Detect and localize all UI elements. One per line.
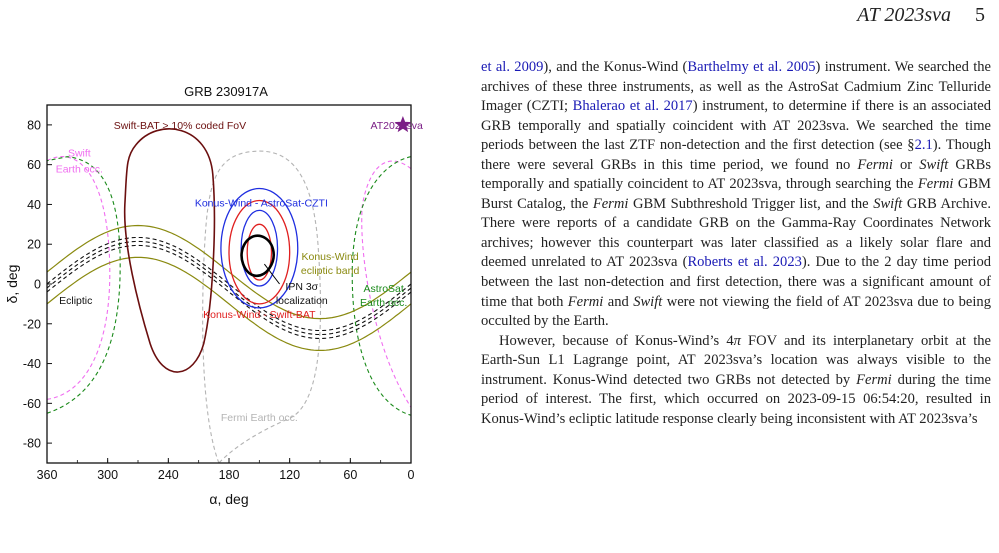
label-kw-czti: Konus-Wind - AstroSat-CZTI [194,197,328,210]
citation-link[interactable]: Barthelmy et al. 2005 [687,59,816,75]
sky-map-svg [0,75,430,545]
y-axis-label: δ, deg [4,264,20,304]
citation-link[interactable]: et al. 2009 [481,59,544,75]
x-tick-label: 60 [343,468,358,482]
label-kw-bat: Konus-Wind - Swift-BAT [203,308,316,321]
y-tick-label: 0 [34,277,41,292]
y-tick-label: -60 [22,396,41,411]
y-tick-label: 80 [27,118,41,133]
citation-link[interactable]: Roberts et al. 2023 [687,254,802,271]
x-axis-label: α, deg [209,491,249,507]
label-kw-ecl-1: Konus-Wind [301,251,359,264]
x-tick-label: 120 [279,468,301,482]
paragraph-2: However, because of Konus-Wind’s 4π FOV and its interplanetary orbit at the Earth-Sun L1 Lagrange point, AT 2023sva’s location was always visible to the instrument. Konus-Wind detected two GRBs not detected by Fermi during the time period of interest. The first, which occurred on 2023-09-15 06:54:20, resulted in Konus-Wind’s ecliptic latitude response clearly being inconsistent with AT 2023sva’s [481,332,991,427]
label-swift-earth-2: Earth occ. [55,163,103,176]
label-swift-bat: Swift-BAT > 10% coded FoV [113,119,247,132]
label-astrosat-2: Earth occ. [360,296,408,309]
x-tick-label: 360 [36,468,58,482]
annotation-labels [56,117,423,424]
y-tick-label: -80 [22,436,41,451]
x-tick-label: 240 [157,468,179,482]
label-kw-ecl-2: ecliptic band [300,265,360,278]
y-tick-label: 40 [27,197,41,212]
citation-link[interactable]: Bhalerao et al. 2017 [572,98,693,115]
x-tick-label: 0 [407,468,415,482]
running-title: AT 2023sva [857,4,951,26]
label-swift-earth-1: Swift [67,147,91,160]
page-number: 5 [975,4,985,26]
label-fermi: Fermi Earth occ. [220,412,298,425]
label-ipn-2: localization [275,294,328,307]
section-link[interactable]: 2.1 [914,137,933,154]
label-ecliptic: Ecliptic [59,294,93,307]
figure-title: GRB 230917A [184,84,268,99]
x-tick-label: 180 [218,468,240,482]
y-tick-label: 20 [27,237,41,252]
figure-grb-sky-map [0,75,430,550]
swift-earth-occ-contour-left [47,157,110,400]
y-tick-label: -40 [22,357,41,372]
y-tick-label: 60 [27,158,41,173]
label-astrosat-1: AstroSat [363,282,404,295]
y-tick-label: -20 [22,317,41,332]
kw-bat-annulus-outer [229,200,290,303]
running-head [857,4,985,27]
paragraph-1: et al. 2009), and the Konus-Wind (Barthelmy et al. 2005) instrument. We searched the archives of these three instruments, as well as the AstroSat Cadmium Zinc Telluride Imager (CZTI; Bhalerao et al. 2017) instrument, to determine if there is an associated GRB temporally and spatially coincident with AT 2023sva. We searched the time periods between the last ZTF non-detection and the first detection (see §2.1). Though there were several GRBs in this time period, we found no Fermi or Swift GRBs temporally and spatially coincident to AT 2023sva, through searching the Fermi GBM Burst Catalog, the Fermi GBM Subthreshold Trigger list, and the Swift GRB Archive. There were reports of a candidate GRB on the Gamma-Ray Coordinates Network archives; however this counterpart was later classified as a likely solar flare and deemed unrelated to AT 2023sva (Roberts et al. 2023). Due to the 2 day time period between the last non-detection and first detection, there was a significant amount of time that both Fermi and Swift were not viewing the field of AT 2023sva due to being occulted by the Earth. [481,59,992,330]
x-tick-label: 300 [97,468,119,482]
body-text [481,58,991,429]
label-ipn-1: IPN 3σ [285,280,319,293]
label-at2023sva: AT2023sva [370,119,423,132]
